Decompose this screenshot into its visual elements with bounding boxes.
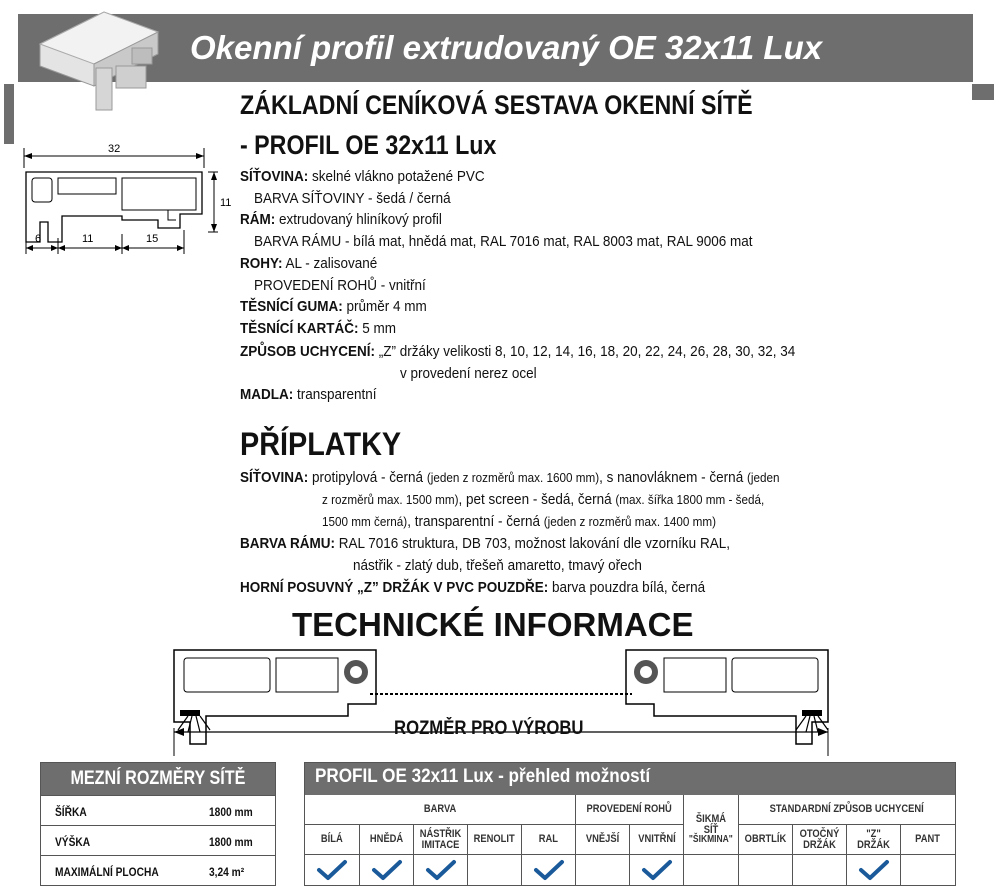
profile-cross-section [18, 138, 238, 258]
dim-seg2: 11 [82, 233, 94, 245]
empty-cell [793, 855, 847, 885]
dim-seg3: 15 [146, 233, 159, 245]
main-heading-line2: - PROFIL OE 32x11 Lux [240, 130, 497, 160]
spec-line: BARVA RÁMU - bílá mat, hnědá mat, RAL 7016 mat, RAL 8003 mat, RAL 9006 mat [254, 233, 753, 250]
table-row: VÝŠKA 1800 mm [41, 825, 275, 855]
tech-heading: TECHNICKÉ INFORMACE [292, 606, 694, 643]
col-header: OBRTLÍK [739, 825, 793, 855]
surcharge-line: z rozměrů max. 1500 mm), pet screen - šedá, černá (max. šířka 1800 mm - šedá, [322, 491, 765, 508]
spec-line: RÁM: extrudovaný hliníkový profil [240, 211, 442, 228]
table-row: ŠÍŘKA 1800 mm [41, 795, 275, 825]
surcharge-line: BARVA RÁMU: RAL 7016 struktura, DB 703, možnost lakování dle vzorníku RAL, [240, 535, 730, 552]
banner-title: Okenní profil extrudovaný OE 32x11 Lux [190, 29, 823, 66]
col-header: RAL [522, 825, 576, 855]
empty-cell [739, 855, 793, 885]
check-icon [360, 855, 414, 885]
limits-title: MEZNÍ ROZMĚRY SÍTĚ [41, 763, 275, 795]
spec-line: ZPŮSOB UCHYCENÍ: „Z” držáky velikosti 8, 10, 12, 14, 16, 18, 20, 22, 24, 26, 28, 30, 32, 34 [240, 343, 796, 360]
col-header: PANT [901, 825, 955, 855]
spec-line: TĚSNÍCÍ GUMA: průměr 4 mm [240, 298, 427, 315]
col-header: OTOČNÝ DRŽÁK [793, 825, 847, 855]
empty-cell [901, 855, 955, 885]
banner-tab [4, 84, 14, 144]
group-provedeni: PROVEDENÍ ROHŮ [576, 795, 684, 825]
col-header: RENOLIT [468, 825, 522, 855]
surcharge-line: nástřik - zlatý dub, třešeň amaretto, tmavý ořech [353, 557, 642, 574]
dim-seg1: 6 [35, 233, 42, 245]
profile-3d-icon [36, 8, 166, 112]
check-icon [522, 855, 576, 885]
spec-line: TĚSNÍCÍ KARTÁČ: 5 mm [240, 320, 397, 337]
empty-cell [684, 855, 739, 885]
spec-line: BARVA SÍŤOVINY - šedá / černá [254, 190, 451, 207]
col-header: HNĚDÁ [360, 825, 414, 855]
dim-width: 32 [108, 143, 121, 155]
check-icon [414, 855, 468, 885]
col-header: NÁSTŘIK IMITACE [414, 825, 468, 855]
surcharge-line: 1500 mm černá), transparentní - černá (jeden z rozměrů max. 1400 mm) [322, 513, 717, 530]
spec-line: PROVEDENÍ ROHŮ - vnitřní [254, 277, 426, 294]
col-header: VNĚJŠÍ [576, 825, 630, 855]
check-icon [305, 855, 360, 885]
empty-cell [468, 855, 522, 885]
dimension-label: ROZMĚR PRO VÝROBU [394, 718, 584, 739]
frame-section-drawing [166, 646, 836, 758]
spec-line: v provedení nerez ocel [400, 365, 537, 382]
surcharge-line: SÍŤOVINA: protipylová - černá (jeden z rozměrů max. 1600 mm), s nanovláknem - černá (jeden [240, 469, 780, 486]
dim-height: 11 [220, 197, 232, 209]
check-icon [630, 855, 684, 885]
surcharges-heading: PŘÍPLATKY [240, 426, 402, 462]
limits-table [40, 762, 276, 886]
check-icon [847, 855, 901, 885]
spec-line: SÍŤOVINA: skelné vlákno potažené PVC [240, 168, 485, 185]
col-header: "ŠIKMINA" [684, 825, 739, 855]
banner-tab [972, 84, 994, 100]
table-row: MAXIMÁLNÍ PLOCHA 3,24 m² [41, 855, 275, 885]
main-heading: ZÁKLADNÍ CENÍKOVÁ SESTAVA OKENNÍ SÍTĚ [240, 90, 753, 120]
col-header: VNITŘNÍ [630, 825, 684, 855]
col-header: BÍLÁ [305, 825, 360, 855]
options-title: PROFIL OE 32x11 Lux - přehled možností [305, 763, 955, 795]
group-sikma: ŠIKMÁ SÍŤ [684, 795, 739, 855]
group-uchyceni: STANDARDNÍ ZPŮSOB UCHYCENÍ [739, 795, 955, 825]
surcharge-line: HORNÍ POSUVNÝ „Z” DRŽÁK V PVC POUZDŘE: barva pouzdra bílá, černá [240, 579, 706, 596]
spec-line: ROHY: AL - zalisované [240, 255, 378, 272]
col-header: "Z" DRŽÁK [847, 825, 901, 855]
group-barva: BARVA [305, 795, 576, 825]
spec-line: MADLA: transparentní [240, 386, 377, 403]
options-table [304, 762, 956, 886]
empty-cell [576, 855, 630, 885]
